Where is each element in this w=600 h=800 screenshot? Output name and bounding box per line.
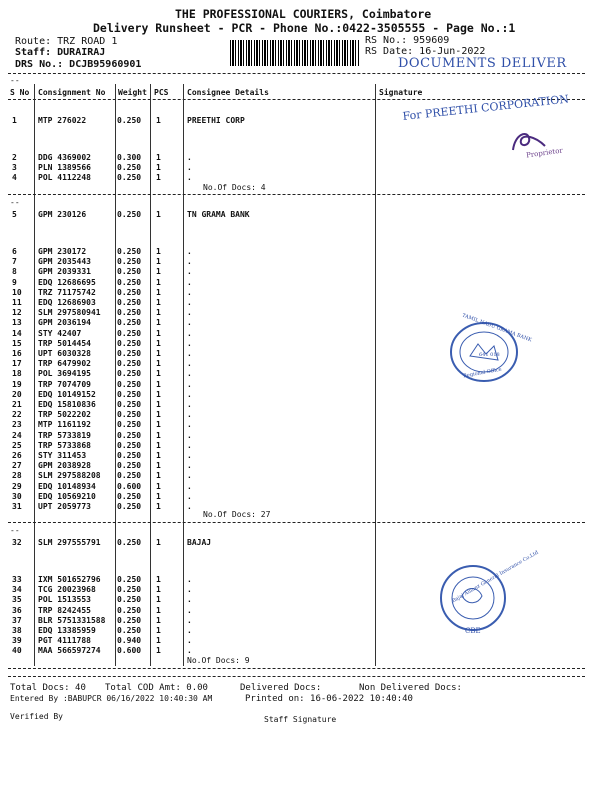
table-row bbox=[0, 441, 600, 451]
row-weight: 0.250 bbox=[117, 298, 142, 307]
row-dot: . bbox=[187, 585, 192, 595]
row-weight: 0.940 bbox=[117, 636, 142, 646]
row-weight: 0.250 bbox=[117, 379, 142, 389]
rs-date: RS Date: 16-Jun-2022 bbox=[365, 46, 486, 57]
row-sno: 2 bbox=[12, 153, 17, 162]
row-weight: 0.250 bbox=[117, 471, 142, 481]
row-consignment: STY 311453 bbox=[38, 451, 87, 460]
row-sno: 3 bbox=[12, 163, 17, 172]
row-consignment: UPT 2059773 bbox=[38, 502, 91, 511]
row-weight: 0.250 bbox=[117, 410, 142, 420]
row-consignment: EDQ 10569210 bbox=[38, 491, 96, 501]
row-weight: 0.250 bbox=[117, 318, 142, 328]
row-sno: 8 bbox=[12, 267, 17, 277]
row-consignment: SLM 297555791 bbox=[38, 538, 101, 547]
row-dot: . bbox=[187, 575, 192, 584]
row-dot: . bbox=[187, 349, 192, 358]
row-weight: 0.250 bbox=[117, 585, 142, 595]
row-pcs: 1 bbox=[156, 646, 161, 656]
row-pcs: 1 bbox=[156, 481, 161, 491]
row-sno: 11 bbox=[12, 298, 22, 307]
row-sno: 21 bbox=[12, 400, 22, 409]
row-pcs: 1 bbox=[156, 461, 161, 471]
row-dot: . bbox=[187, 451, 192, 460]
table-row bbox=[0, 575, 600, 585]
row-dot: . bbox=[187, 308, 192, 318]
row-pcs: 1 bbox=[156, 379, 161, 389]
proprietor-label: Proprietor bbox=[525, 146, 564, 160]
row-sno: 9 bbox=[12, 277, 17, 287]
divider bbox=[8, 676, 585, 677]
row-pcs: 1 bbox=[156, 298, 161, 307]
row-weight: 0.250 bbox=[117, 615, 142, 625]
drs-number: DRS No.: DCJB95960901 bbox=[15, 59, 142, 70]
row-dot: . bbox=[187, 615, 192, 625]
table-row bbox=[0, 626, 600, 636]
row-consignment: MAA 566597274 bbox=[38, 646, 101, 656]
row-pcs: 1 bbox=[156, 308, 161, 318]
entered-by: Entered By :BABUPCR 06/16/2022 10:40:30 AM bbox=[10, 694, 213, 703]
row-consignment: TRP 5733868 bbox=[38, 440, 91, 450]
delivered-docs: Delivered Docs: bbox=[240, 683, 322, 693]
row-consignment: GPM 2036194 bbox=[38, 318, 91, 328]
table-row bbox=[0, 400, 600, 410]
row-dot: . bbox=[187, 420, 192, 430]
row-dot: . bbox=[187, 389, 192, 399]
group-doc-count: No.Of Docs: 9 bbox=[187, 656, 250, 665]
table-row bbox=[0, 482, 600, 492]
row-pcs: 1 bbox=[156, 585, 161, 595]
table-row bbox=[0, 247, 600, 257]
row-pcs: 1 bbox=[156, 502, 161, 511]
row-sno: 18 bbox=[12, 369, 22, 379]
row-weight: 0.250 bbox=[117, 308, 142, 318]
row-dot: . bbox=[187, 328, 192, 338]
row-sno: 30 bbox=[12, 491, 22, 501]
row-weight: 0.250 bbox=[117, 116, 142, 125]
row-weight: 0.250 bbox=[117, 277, 142, 287]
table-row bbox=[0, 595, 600, 605]
table-row bbox=[0, 616, 600, 626]
row-sno: 31 bbox=[12, 502, 22, 511]
row-dot: . bbox=[187, 359, 192, 369]
row-sno: 15 bbox=[12, 338, 22, 348]
row-dot: . bbox=[187, 163, 192, 172]
divider bbox=[8, 194, 585, 195]
row-pcs: 1 bbox=[156, 257, 161, 267]
row-consignment: TRP 8242455 bbox=[38, 605, 91, 615]
table-row bbox=[0, 116, 600, 126]
row-weight: 0.250 bbox=[117, 287, 142, 297]
table-row bbox=[0, 288, 600, 298]
row-sno: 38 bbox=[12, 626, 22, 635]
table-row bbox=[0, 431, 600, 441]
row-consignment: MTP 276022 bbox=[38, 116, 87, 125]
row-dot: . bbox=[187, 247, 192, 256]
row-pcs: 1 bbox=[156, 420, 161, 430]
bank-seal-pincode: 641 018 bbox=[479, 352, 500, 358]
row-pcs: 1 bbox=[156, 328, 161, 338]
row-sno: 26 bbox=[12, 451, 22, 460]
table-row bbox=[0, 267, 600, 277]
row-pcs: 1 bbox=[156, 615, 161, 625]
row-consignment: IXM 501652796 bbox=[38, 575, 101, 584]
rs-number: RS No.: 959609 bbox=[365, 35, 450, 46]
row-consignment: EDQ 13385959 bbox=[38, 626, 96, 635]
row-consignee: PREETHI CORP bbox=[187, 116, 245, 125]
row-sno: 23 bbox=[12, 420, 22, 430]
row-sno: 13 bbox=[12, 318, 22, 328]
divider-marks: -- bbox=[10, 76, 20, 85]
row-dot: . bbox=[187, 277, 192, 287]
row-dot: . bbox=[187, 369, 192, 379]
row-consignment: SLM 297580941 bbox=[38, 308, 101, 318]
row-consignment: BLR 5751331588 bbox=[38, 615, 106, 625]
row-weight: 0.250 bbox=[117, 538, 142, 547]
row-weight: 0.250 bbox=[117, 163, 142, 172]
row-weight: 0.250 bbox=[117, 440, 142, 450]
row-pcs: 1 bbox=[156, 173, 161, 182]
row-sno: 37 bbox=[12, 615, 22, 625]
row-dot: . bbox=[187, 153, 192, 162]
staff-signature: Staff Signature bbox=[264, 715, 337, 724]
col-consignment: Consignment No bbox=[38, 88, 106, 97]
row-pcs: 1 bbox=[156, 210, 161, 219]
row-consignment: MTP 1161192 bbox=[38, 420, 91, 430]
row-sno: 34 bbox=[12, 585, 22, 595]
row-weight: 0.250 bbox=[117, 400, 142, 409]
row-pcs: 1 bbox=[156, 471, 161, 481]
row-sno: 40 bbox=[12, 646, 22, 656]
insurance-seal-text: Bajaj Allianz General Insurance Co.Ltd bbox=[451, 549, 540, 605]
row-weight: 0.250 bbox=[117, 328, 142, 338]
row-dot: . bbox=[187, 605, 192, 615]
row-pcs: 1 bbox=[156, 153, 161, 162]
staff-label: Staff: DURAIRAJ bbox=[15, 47, 106, 58]
row-consignment: EDQ 10148934 bbox=[38, 481, 96, 491]
row-consignment: PLN 1389566 bbox=[38, 163, 91, 172]
row-weight: 0.250 bbox=[117, 420, 142, 430]
row-weight: 0.250 bbox=[117, 451, 142, 460]
row-weight: 0.250 bbox=[117, 210, 142, 219]
row-weight: 0.300 bbox=[117, 153, 142, 162]
row-weight: 0.250 bbox=[117, 359, 142, 369]
row-sno: 35 bbox=[12, 595, 22, 605]
row-consignment: TRZ 71175742 bbox=[38, 287, 96, 297]
col-weight: Weight bbox=[118, 88, 147, 97]
row-dot: . bbox=[187, 646, 192, 656]
row-pcs: 1 bbox=[156, 338, 161, 348]
row-consignment: STY 42407 bbox=[38, 328, 82, 338]
row-consignment: EDQ 10149152 bbox=[38, 389, 96, 399]
total-docs: Total Docs: 40 bbox=[10, 683, 86, 693]
row-weight: 0.250 bbox=[117, 369, 142, 379]
documents-delivered-stamp: DOCUMENTS DELIVER bbox=[398, 56, 567, 71]
route-label: Route: TRZ ROAD 1 bbox=[15, 36, 118, 47]
row-sno: 22 bbox=[12, 410, 22, 420]
row-weight: 0.600 bbox=[117, 481, 142, 491]
row-dot: . bbox=[187, 318, 192, 328]
row-consignment: TCG 20023968 bbox=[38, 585, 96, 595]
runsheet-subtitle: Delivery Runsheet - PCR - Phone No.:0422-3505555 - Page No.:1 bbox=[93, 21, 516, 35]
printed-on: Printed on: 16-06-2022 10:40:40 bbox=[245, 694, 413, 704]
row-weight: 0.250 bbox=[117, 575, 142, 584]
row-weight: 0.250 bbox=[117, 491, 142, 501]
table-row bbox=[0, 461, 600, 471]
table-row bbox=[0, 492, 600, 502]
row-consignment: GPM 230172 bbox=[38, 247, 87, 256]
row-dot: . bbox=[187, 257, 192, 267]
row-consignment: TRP 6479902 bbox=[38, 359, 91, 369]
non-delivered-docs: Non Delivered Docs: bbox=[359, 683, 462, 693]
row-sno: 32 bbox=[12, 538, 22, 547]
row-pcs: 1 bbox=[156, 636, 161, 646]
col-sno: S No bbox=[10, 88, 30, 97]
table-row bbox=[0, 308, 600, 318]
row-pcs: 1 bbox=[156, 267, 161, 277]
row-dot: . bbox=[187, 173, 192, 182]
row-consignment: UPT 6030328 bbox=[38, 349, 91, 358]
row-dot: . bbox=[187, 267, 192, 277]
row-consignee: TN GRAMA BANK bbox=[187, 210, 250, 219]
row-dot: . bbox=[187, 410, 192, 420]
row-pcs: 1 bbox=[156, 491, 161, 501]
row-dot: . bbox=[187, 338, 192, 348]
bank-seal-office: Regional Office bbox=[462, 366, 503, 380]
row-weight: 0.250 bbox=[117, 430, 142, 440]
row-dot: . bbox=[187, 471, 192, 481]
row-sno: 4 bbox=[12, 173, 17, 182]
table-row bbox=[0, 257, 600, 267]
row-pcs: 1 bbox=[156, 575, 161, 584]
row-weight: 0.250 bbox=[117, 389, 142, 399]
group-doc-count: No.Of Docs: 27 bbox=[203, 510, 271, 519]
row-pcs: 1 bbox=[156, 318, 161, 328]
row-sno: 12 bbox=[12, 308, 22, 318]
row-pcs: 1 bbox=[156, 359, 161, 369]
table-row bbox=[0, 210, 600, 220]
row-consignment: POL 4112248 bbox=[38, 173, 91, 182]
row-sno: 25 bbox=[12, 440, 22, 450]
barcode-icon bbox=[230, 40, 360, 66]
row-sno: 33 bbox=[12, 575, 22, 584]
row-weight: 0.600 bbox=[117, 646, 142, 656]
row-weight: 0.250 bbox=[117, 257, 142, 267]
row-weight: 0.250 bbox=[117, 626, 142, 635]
table-row bbox=[0, 410, 600, 420]
row-weight: 0.250 bbox=[117, 267, 142, 277]
table-row bbox=[0, 585, 600, 595]
table-row bbox=[0, 420, 600, 430]
row-sno: 5 bbox=[12, 210, 17, 219]
company-title: THE PROFESSIONAL COURIERS, Coimbatore bbox=[175, 7, 432, 21]
row-pcs: 1 bbox=[156, 538, 161, 547]
row-dot: . bbox=[187, 491, 192, 501]
row-pcs: 1 bbox=[156, 440, 161, 450]
row-pcs: 1 bbox=[156, 451, 161, 460]
row-sno: 19 bbox=[12, 379, 22, 389]
row-sno: 7 bbox=[12, 257, 17, 267]
group-doc-count: No.Of Docs: 4 bbox=[203, 183, 266, 192]
divider bbox=[8, 73, 585, 74]
row-sno: 24 bbox=[12, 430, 22, 440]
table-row bbox=[0, 298, 600, 308]
row-sno: 1 bbox=[12, 116, 17, 125]
col-pcs: PCS bbox=[154, 88, 169, 97]
row-sno: 28 bbox=[12, 471, 22, 481]
row-consignment: TRP 5733819 bbox=[38, 430, 91, 440]
table-row bbox=[0, 173, 600, 183]
row-sno: 6 bbox=[12, 247, 17, 256]
row-dot: . bbox=[187, 481, 192, 491]
row-weight: 0.250 bbox=[117, 502, 142, 511]
col-consignee: Consignee Details bbox=[187, 88, 269, 97]
verified-by: Verified By bbox=[10, 712, 63, 721]
row-consignment: GPM 230126 bbox=[38, 210, 87, 219]
row-weight: 0.250 bbox=[117, 349, 142, 358]
row-consignment: GPM 2038928 bbox=[38, 461, 91, 471]
row-weight: 0.250 bbox=[117, 173, 142, 182]
row-consignment: DDG 4369002 bbox=[38, 153, 91, 162]
row-dot: . bbox=[187, 298, 192, 307]
row-consignment: PGT 4111788 bbox=[38, 636, 91, 646]
row-consignment: POL 1513553 bbox=[38, 595, 91, 605]
table-row bbox=[0, 390, 600, 400]
row-pcs: 1 bbox=[156, 389, 161, 399]
row-dot: . bbox=[187, 502, 192, 511]
divider bbox=[8, 668, 585, 669]
row-pcs: 1 bbox=[156, 400, 161, 409]
row-pcs: 1 bbox=[156, 277, 161, 287]
divider-marks: -- bbox=[10, 198, 20, 207]
row-dot: . bbox=[187, 440, 192, 450]
col-signature: Signature bbox=[379, 88, 423, 97]
row-sno: 27 bbox=[12, 461, 22, 471]
table-row bbox=[0, 451, 600, 461]
row-consignment: TRP 7074709 bbox=[38, 379, 91, 389]
total-cod-amount: Total COD Amt: 0.00 bbox=[105, 683, 208, 693]
row-consignment: TRP 5022202 bbox=[38, 410, 91, 420]
row-sno: 39 bbox=[12, 636, 22, 646]
row-consignment: EDQ 15810836 bbox=[38, 400, 96, 409]
row-sno: 10 bbox=[12, 287, 22, 297]
bank-seal-text: TAMIL NADU GRAMA BANK bbox=[461, 312, 533, 344]
table-row bbox=[0, 538, 600, 548]
row-consignment: EDQ 12686903 bbox=[38, 298, 96, 307]
row-weight: 0.250 bbox=[117, 247, 142, 256]
row-dot: . bbox=[187, 400, 192, 409]
table-row bbox=[0, 646, 600, 656]
row-pcs: 1 bbox=[156, 163, 161, 172]
table-row bbox=[0, 278, 600, 288]
row-consignee: BAJAJ bbox=[187, 538, 212, 547]
row-dot: . bbox=[187, 379, 192, 389]
row-pcs: 1 bbox=[156, 430, 161, 440]
row-pcs: 1 bbox=[156, 369, 161, 379]
row-pcs: 1 bbox=[156, 595, 161, 605]
divider-marks: -- bbox=[10, 526, 20, 535]
insurance-seal-city: CBE bbox=[465, 627, 481, 635]
divider bbox=[8, 522, 585, 523]
row-pcs: 1 bbox=[156, 349, 161, 358]
row-sno: 14 bbox=[12, 328, 22, 338]
row-pcs: 1 bbox=[156, 605, 161, 615]
row-sno: 29 bbox=[12, 481, 22, 491]
row-pcs: 1 bbox=[156, 287, 161, 297]
row-pcs: 1 bbox=[156, 116, 161, 125]
row-dot: . bbox=[187, 430, 192, 440]
row-consignment: SLM 297588208 bbox=[38, 471, 101, 481]
table-row bbox=[0, 163, 600, 173]
row-consignment: TRP 5014454 bbox=[38, 338, 91, 348]
row-dot: . bbox=[187, 626, 192, 635]
row-weight: 0.250 bbox=[117, 605, 142, 615]
row-consignment: GPM 2039331 bbox=[38, 267, 91, 277]
row-dot: . bbox=[187, 287, 192, 297]
preethi-stamp-text: For PREETHI CORPORATION bbox=[402, 92, 570, 123]
row-sno: 16 bbox=[12, 349, 22, 358]
row-sno: 36 bbox=[12, 605, 22, 615]
row-sno: 17 bbox=[12, 359, 22, 369]
table-row bbox=[0, 636, 600, 646]
row-consignment: GPM 2035443 bbox=[38, 257, 91, 267]
row-dot: . bbox=[187, 595, 192, 605]
row-pcs: 1 bbox=[156, 410, 161, 420]
row-dot: . bbox=[187, 461, 192, 471]
row-pcs: 1 bbox=[156, 626, 161, 635]
row-consignment: POL 3694195 bbox=[38, 369, 91, 379]
row-consignment: EDQ 12686695 bbox=[38, 277, 96, 287]
row-dot: . bbox=[187, 636, 192, 646]
table-row bbox=[0, 471, 600, 481]
table-row bbox=[0, 502, 600, 512]
row-weight: 0.250 bbox=[117, 595, 142, 605]
row-sno: 20 bbox=[12, 389, 22, 399]
row-weight: 0.250 bbox=[117, 461, 142, 471]
table-row bbox=[0, 606, 600, 616]
row-weight: 0.250 bbox=[117, 338, 142, 348]
row-pcs: 1 bbox=[156, 247, 161, 256]
